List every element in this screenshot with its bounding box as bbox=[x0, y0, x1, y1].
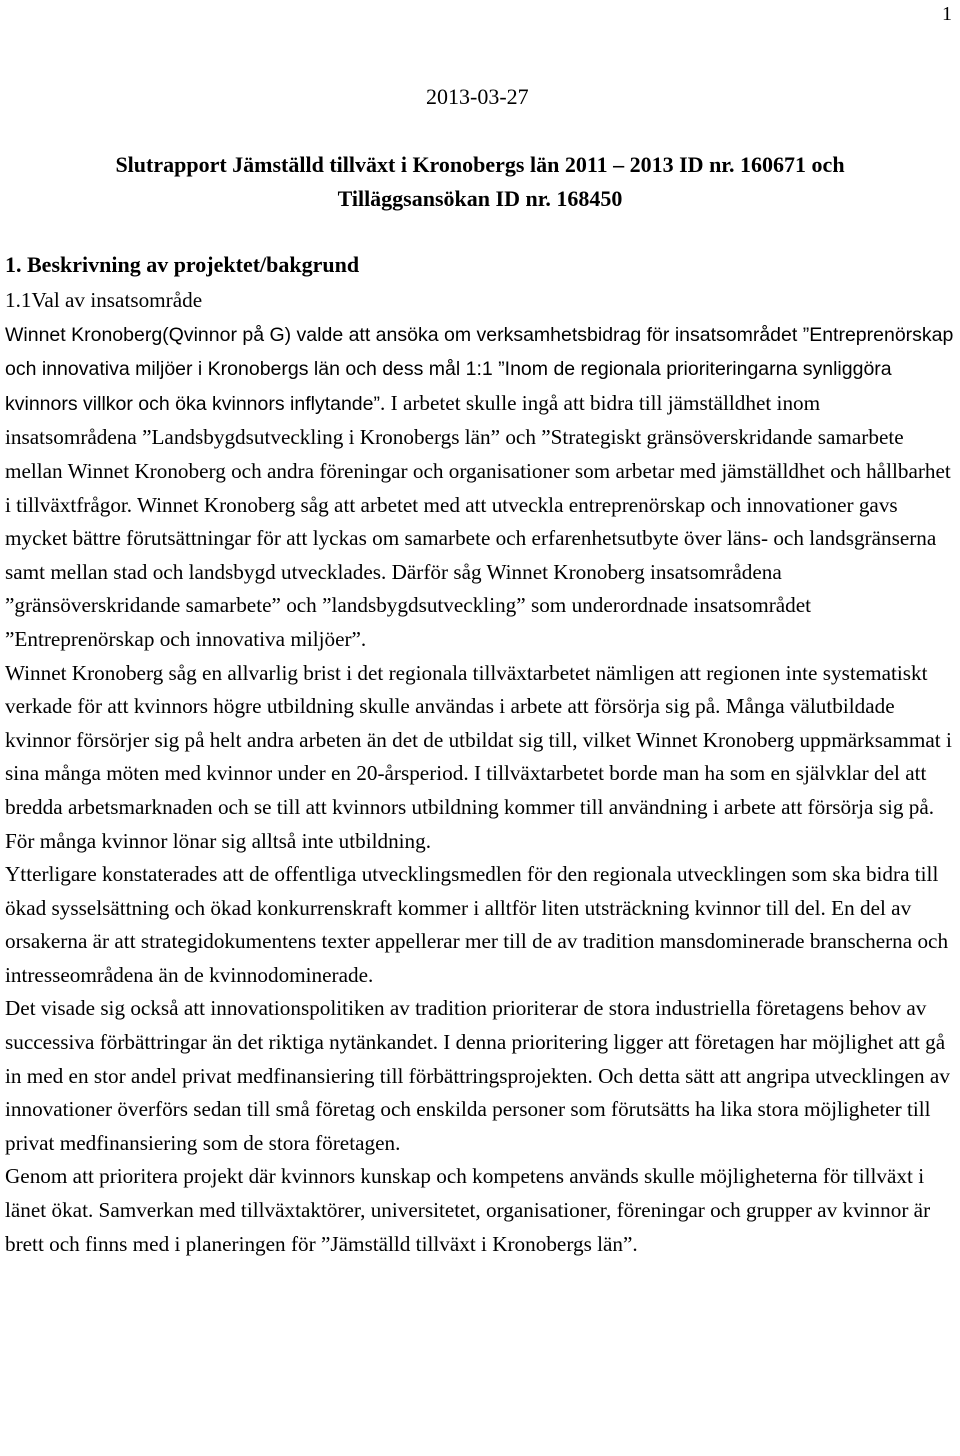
paragraph-2: Winnet Kronoberg såg en allvarlig brist i det regionala tillväxtarbetet nämligen att regionen inte systematiskt verkade för att kvinnors högre utbildning skulle användas i arbete att försörja sig på. Många välutbildade kvinnor försörjer sig på helt andra arbeten än det de utbildat sig till, vilket Winnet Kronoberg uppmärksammat i sina många möten med kvinnor under en 20-årsperiod. I tillväxtarbetet borde man ha som en självklar del att bredda arbetsmarknaden och se till att kvinnors utbildning kommer till användning i arbete att försörja sig på. För många kvinnor lönar sig alltså inte utbildning. bbox=[5, 660, 952, 853]
page-number: 1 bbox=[942, 3, 952, 25]
document-title bbox=[40, 148, 920, 216]
paragraph-1-rest: . I arbetet skulle ingå att bidra till jämställdhet inom insatsområdena ”Landsbygdsutveckling i Kronobergs län” och ”Strategiskt gränsöverskridande samarbete mellan Winnet Kronoberg och andra föreningar och organisationer som arbetar med jämställdhet och hållbarhet i tillväxtfrågor. Winnet Kronoberg såg att arbetet med att utveckla entreprenörskap och innovationer gavs mycket bättre förutsättningar för att lyckas om samarbete och erfarenhetsutbyte över läns- och landsgränserna samt mellan stad och landsbygd utvecklades. Därför såg Winnet Kronoberg insatsområdena ”gränsöverskridande samarbete” och ”landsbygdsutveckling” som underordnade insatsområdet ”Entreprenörskap och innovativa miljöer”. bbox=[5, 390, 951, 651]
paragraph-1-intro: Winnet Kronoberg(Qvinnor på G) valde att ansöka om verksamhetsbidrag för insatsområdet ”Entreprenörskap och innovativa miljöer i Kronobergs län och dess mål 1:1 ”Inom de regionala prioriteringarna synliggöra kvinnors villkor och öka kvinnors inflytande” bbox=[5, 323, 954, 415]
title-line-2: Tilläggsansökan ID nr. 168450 bbox=[337, 186, 623, 211]
document-body bbox=[5, 284, 955, 1261]
paragraph-1 bbox=[5, 318, 955, 657]
subsection-heading: 1.1Val av insatsområde bbox=[5, 288, 203, 312]
paragraph-4: Det visade sig också att innovationspolitiken av tradition prioriterar de stora industriella företagens behov av successiva förbättringar än det riktiga nytänkandet. I denna prioritering ligger att företagen har möjlighet att gå in med en stor andel privat medfinansiering till förbättringsprojekten. Och detta sätt att angripa utvecklingen av innovationer överförs sedan till små företag och enskilda personer som förutsätts ha lika stora möjligheter till privat medfinansiering som de stora företagen. bbox=[5, 996, 950, 1155]
paragraph-5: Genom att prioritera projekt där kvinnors kunskap och kompetens används skulle möjligheterna för tillväxt i länet ökat. Samverkan med tillväxtaktörer, universitetet, organisationer, föreningar och grupper av kvinnor är brett och finns med i planeringen för ”Jämställd tillväxt i Kronobergs län”. bbox=[5, 1164, 931, 1256]
title-line-1: Slutrapport Jämställd tillväxt i Kronobergs län 2011 – 2013 ID nr. 160671 och bbox=[115, 152, 845, 177]
paragraph-3: Ytterligare konstaterades att de offentliga utvecklingsmedlen för den regionala utvecklingen som ska bidra till ökad sysselsättning och ökad konkurrenskraft kommer i alltför liten utsträckning kvinnor till del. En del av orsakerna är att strategidokumentens texter appellerar mer till de av tradition mansdominerade branscherna och intresseområdena än de kvinnodominerade. bbox=[5, 862, 949, 987]
section-heading: 1. Beskrivning av projektet/bakgrund bbox=[5, 252, 360, 277]
document-date: 2013-03-27 bbox=[426, 84, 529, 109]
